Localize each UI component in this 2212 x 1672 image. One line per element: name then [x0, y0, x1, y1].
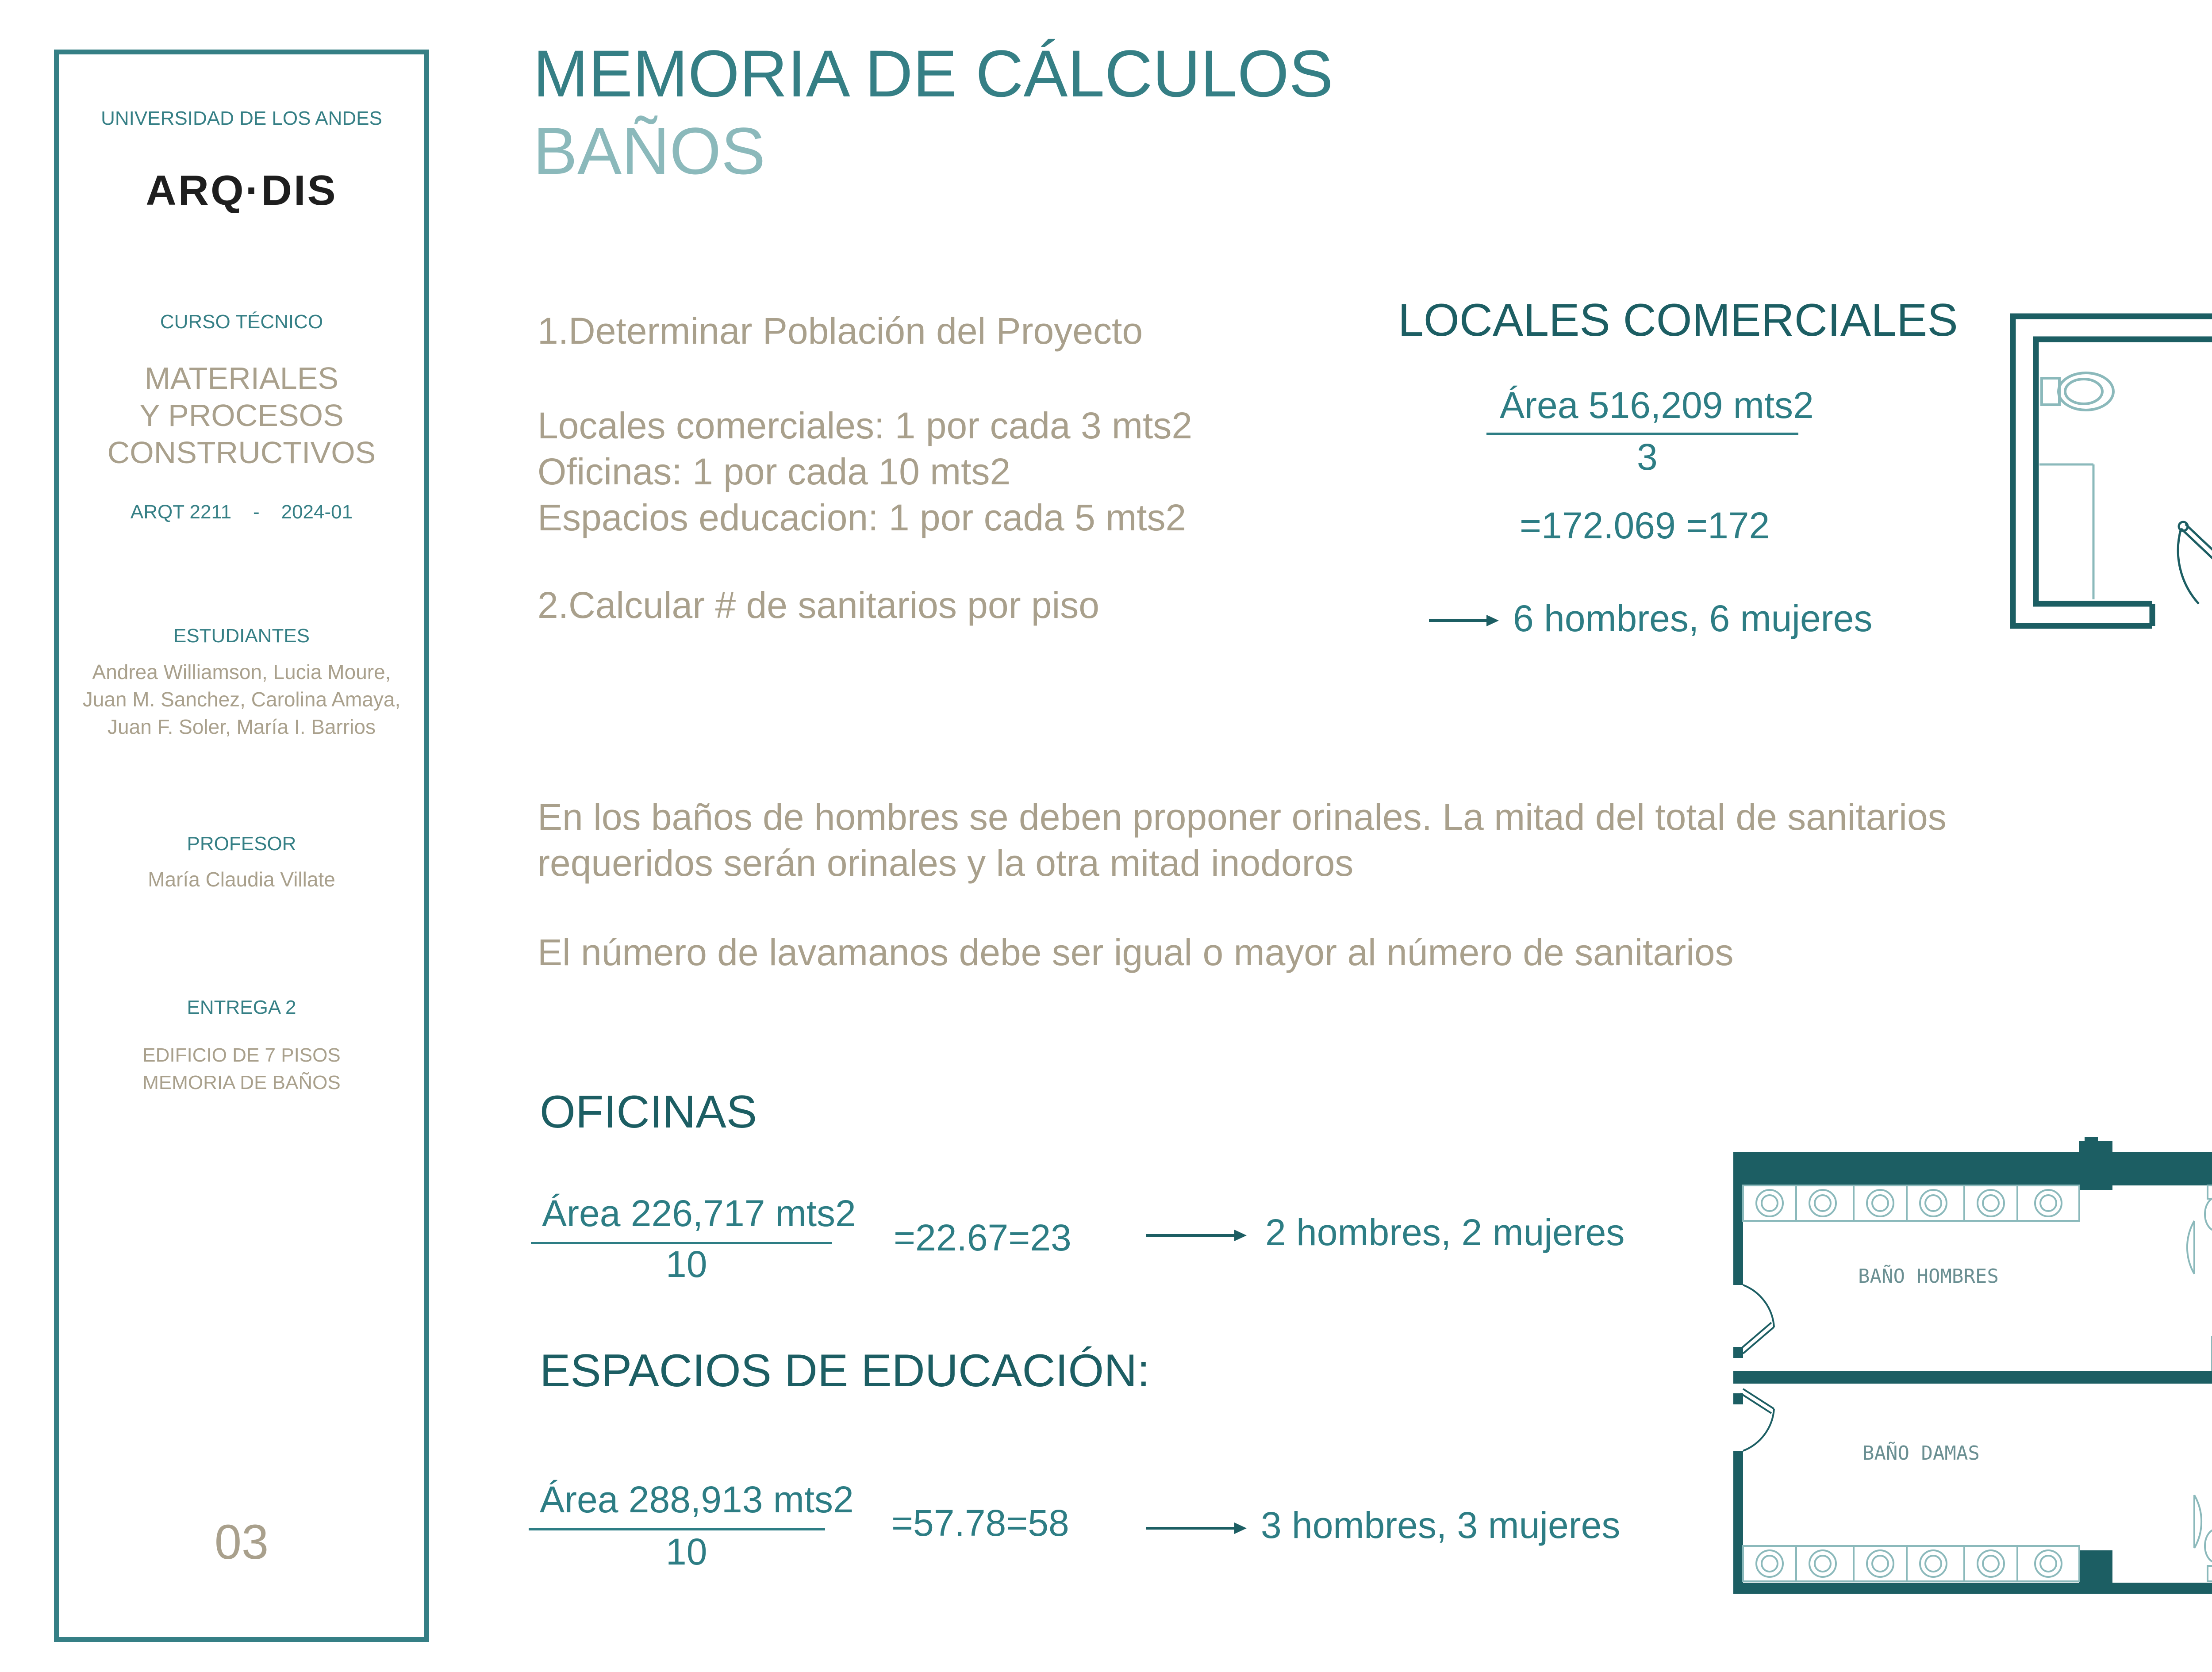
delivery-label: ENTREGA 2 [187, 997, 296, 1018]
oficinas-heading: OFICINAS [540, 1086, 757, 1138]
locales-result: =172.069 =172 [1520, 505, 1770, 546]
delivery-description [59, 1042, 424, 1097]
course-name-line2: Y PROCESOS [139, 398, 344, 433]
bathrooms-floor-plan [1725, 1132, 2212, 1601]
course-code: ARQT 2211 - 2024-01 [130, 501, 353, 523]
oficinas-arrow-icon [1146, 1224, 1248, 1246]
plan-inner-wall [2036, 339, 2212, 604]
women-washbasins [1743, 1546, 2079, 1581]
delivery-line1: EDIFICIO DE 7 PISOS [142, 1044, 341, 1066]
page-subtitle: BAÑOS [533, 114, 766, 188]
men-washbasins [1743, 1185, 2079, 1221]
rule-locales: Locales comerciales: 1 por cada 3 mts2 [538, 405, 1193, 446]
women-stalls [2194, 1380, 2212, 1581]
educacion-numerator: Área 288,913 mts2 [540, 1479, 854, 1520]
course-name [59, 360, 424, 471]
rule-educacion: Espacios educacion: 1 por cada 5 mts2 [538, 497, 1187, 538]
locales-denominator: 3 [1637, 436, 1658, 478]
educacion-heading: ESPACIOS DE EDUCACIÓN: [540, 1345, 1150, 1396]
toilet-icon [2042, 373, 2113, 410]
oficinas-denominator: 10 [666, 1243, 707, 1285]
students-line2: Juan M. Sanchez, Carolina Amaya, [82, 688, 401, 711]
note-washbasins: El número de lavamanos debe ser igual o mayor al número de sanitarios [538, 932, 1734, 973]
entry-doors [1740, 1285, 1774, 1451]
plan-outer-wall [2013, 316, 2212, 626]
professor-name: María Claudia Villate [148, 868, 335, 891]
educacion-outcome: 3 hombres, 3 mujeres [1261, 1504, 1621, 1546]
label-men: BAÑO HOMBRES [1858, 1265, 1999, 1288]
delivery-line2: MEMORIA DE BAÑOS [142, 1072, 341, 1093]
students-line1: Andrea Williamson, Lucia Moure, [92, 660, 391, 683]
washbasin-counter [2039, 464, 2093, 599]
page-title: MEMORIA DE CÁLCULOS [533, 36, 1333, 111]
rules-list [538, 403, 1192, 541]
step1-text: 1.Determinar Población del Proyecto [538, 310, 1143, 352]
logo-text: ARQ·DIS [146, 167, 338, 214]
small-bathroom-plan [2008, 312, 2212, 635]
step2-text: 2.Calcular # de sanitarios por piso [538, 584, 1100, 626]
sidebar-frame [54, 50, 429, 1642]
oficinas-outcome: 2 hombres, 2 mujeres [1265, 1212, 1625, 1253]
locales-numerator: Área 516,209 mts2 [1500, 384, 1814, 426]
students-line3: Juan F. Soler, María I. Barrios [108, 715, 376, 738]
rule-oficinas: Oficinas: 1 por cada 10 mts2 [538, 451, 1011, 492]
door-swing-icon [2178, 522, 2212, 606]
plan-walls [1733, 1137, 2212, 1595]
course-name-line3: CONSTRUCTIVOS [107, 435, 376, 470]
locales-outcome: 6 hombres, 6 mujeres [1513, 598, 1873, 639]
locales-arrow-icon [1429, 610, 1500, 632]
note-urinals [538, 794, 1947, 886]
oficinas-numerator: Área 226,717 mts2 [542, 1193, 856, 1234]
educacion-arrow-icon [1146, 1517, 1248, 1539]
page-number: 03 [214, 1515, 269, 1569]
university-name: UNIVERSIDAD DE LOS ANDES [101, 107, 382, 129]
professor-label: PROFESOR [187, 833, 296, 855]
men-stalls [2187, 1185, 2212, 1371]
students-list [59, 658, 424, 740]
students-label: ESTUDIANTES [173, 625, 310, 647]
oficinas-result: =22.67=23 [894, 1217, 1071, 1258]
arqdis-logo [59, 165, 424, 214]
educacion-denominator: 10 [666, 1531, 707, 1572]
label-women: BAÑO DAMAS [1863, 1442, 1980, 1465]
note-urinals-line2: requeridos serán orinales y la otra mitad inodoros [538, 842, 1354, 884]
note-urinals-line1: En los baños de hombres se deben proponer orinales. La mitad del total de sanitarios [538, 796, 1947, 838]
locales-fraction-line [1486, 433, 1798, 435]
course-label: CURSO TÉCNICO [160, 311, 323, 333]
locales-heading: LOCALES COMERCIALES [1398, 295, 1958, 346]
educacion-result: =57.78=58 [891, 1502, 1069, 1544]
course-name-line1: MATERIALES [144, 361, 339, 395]
